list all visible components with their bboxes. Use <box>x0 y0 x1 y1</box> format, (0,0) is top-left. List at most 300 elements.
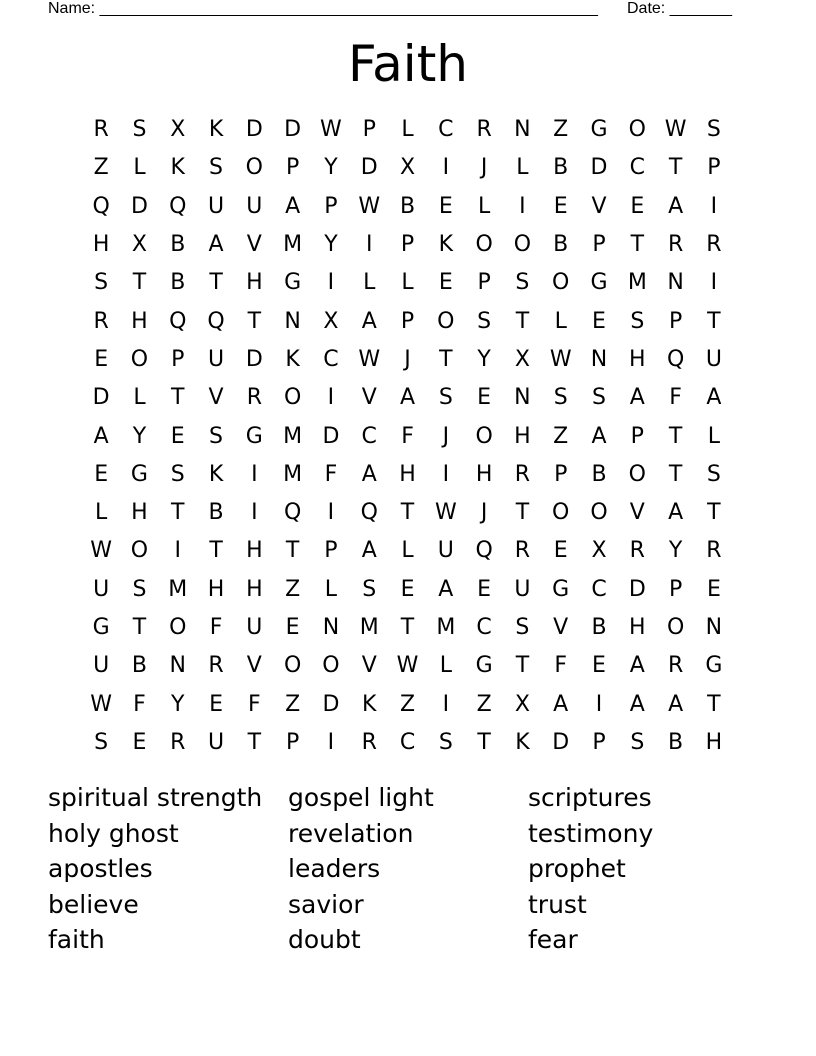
grid-letter: Q <box>169 308 187 334</box>
grid-letter: S <box>630 729 645 755</box>
grid-letter: Q <box>92 193 110 219</box>
grid-letter: W <box>320 117 342 143</box>
grid-letter: S <box>515 615 530 640</box>
grid-letter: G <box>245 423 263 449</box>
grid-letter: A <box>93 423 109 449</box>
grid-letter: W <box>90 538 113 564</box>
grid-letter: I <box>251 461 258 487</box>
word-list-item: trust <box>528 889 587 919</box>
grid-letter: T <box>515 500 530 526</box>
grid-letter: L <box>554 308 567 334</box>
grid-letter: U <box>93 576 110 602</box>
grid-letter: C <box>476 615 492 640</box>
grid-letter: H <box>475 461 493 487</box>
grid-letter: P <box>592 232 606 258</box>
grid-letter: O <box>437 308 455 334</box>
grid-letter: O <box>130 346 149 372</box>
grid-letter: X <box>131 232 147 258</box>
grid-letter: K <box>362 691 377 717</box>
grid-letter: B <box>591 615 607 640</box>
grid-letter: A <box>629 385 645 411</box>
grid-letter: N <box>590 346 608 372</box>
grid-letter: D <box>245 346 263 372</box>
grid-letter: I <box>327 385 335 411</box>
grid-letter: K <box>285 346 300 372</box>
grid-letter: G <box>590 117 608 143</box>
grid-letter: V <box>361 385 377 411</box>
grid-letter: S <box>515 270 530 296</box>
grid-letter: A <box>706 385 722 411</box>
grid-letter: I <box>442 461 450 487</box>
grid-letter: X <box>514 691 530 717</box>
grid-letter: O <box>130 538 149 564</box>
grid-letter: L <box>401 117 414 143</box>
letter-grid <box>82 111 733 762</box>
grid-letter: B <box>170 232 186 258</box>
grid-letter: T <box>668 461 683 487</box>
grid-letter: K <box>208 461 224 487</box>
grid-letter: L <box>477 193 491 219</box>
grid-letter: M <box>168 576 188 602</box>
grid-letter: S <box>477 308 492 334</box>
grid-letter: O <box>628 461 646 487</box>
grid-letter: M <box>283 232 303 258</box>
grid-letter: L <box>516 155 529 181</box>
grid-letter: I <box>327 500 335 526</box>
grid-letter: A <box>591 423 607 449</box>
grid-letter: I <box>710 193 718 219</box>
grid-letter: R <box>629 538 645 564</box>
grid-letter: A <box>208 232 224 258</box>
grid-letter: O <box>513 232 532 258</box>
grid-letter: X <box>323 308 339 334</box>
grid-letter: D <box>130 193 148 219</box>
grid-letter: L <box>95 500 108 526</box>
grid-letter: J <box>480 500 488 526</box>
grid-letter: P <box>324 538 338 564</box>
puzzle-title: Faith <box>348 35 468 93</box>
grid-letter: A <box>285 193 301 219</box>
grid-letter: H <box>246 538 263 564</box>
grid-letter: A <box>668 691 684 717</box>
grid-letter: T <box>171 385 185 411</box>
word-list <box>48 780 768 958</box>
grid-letter: R <box>93 308 109 334</box>
grid-letter: B <box>131 653 147 679</box>
grid-letter: O <box>666 615 685 640</box>
grid-letter: P <box>362 117 376 143</box>
grid-letter: Z <box>285 576 301 602</box>
grid-letter: M <box>359 615 379 640</box>
grid-letter: Q <box>360 500 378 526</box>
grid-letter: Z <box>93 155 109 181</box>
grid-letter: L <box>324 576 338 602</box>
grid-letter: P <box>400 308 415 334</box>
grid-letter: D <box>322 691 340 717</box>
grid-letter: S <box>438 385 453 411</box>
grid-letter: A <box>399 385 416 411</box>
grid-letter: D <box>628 576 646 602</box>
grid-letter: E <box>553 193 568 219</box>
grid-letter: X <box>514 346 530 372</box>
grid-letter: I <box>327 270 335 296</box>
grid-letter: D <box>92 385 110 411</box>
word-list-item: believe <box>48 889 139 919</box>
grid-letter: S <box>209 423 224 449</box>
grid-letter: C <box>323 346 339 372</box>
grid-letter: G <box>475 653 493 679</box>
grid-letter: Y <box>171 691 185 717</box>
grid-letter: S <box>94 270 109 296</box>
grid-letter: S <box>209 155 224 181</box>
grid-letter: X <box>591 538 607 564</box>
grid-letter: T <box>247 308 262 334</box>
grid-letter: F <box>669 385 682 411</box>
grid-letter: G <box>590 270 608 296</box>
grid-letter: T <box>515 653 530 679</box>
grid-letter: K <box>515 729 530 755</box>
grid-letter: Y <box>324 155 338 181</box>
grid-letter: D <box>552 729 570 755</box>
grid-letter: N <box>169 653 186 679</box>
grid-letter: O <box>283 653 302 679</box>
grid-letter: Z <box>399 691 416 717</box>
grid-letter: R <box>246 385 262 411</box>
grid-letter: Y <box>668 538 683 564</box>
grid-letter: R <box>514 461 531 487</box>
grid-letter: R <box>361 729 377 755</box>
grid-letter: H <box>131 500 148 526</box>
grid-letter: F <box>554 653 568 679</box>
grid-letter: S <box>438 729 453 755</box>
grid-letter: U <box>207 346 225 372</box>
grid-letter: K <box>170 155 185 181</box>
grid-letter: Z <box>553 117 569 143</box>
grid-letter: A <box>668 500 684 526</box>
grid-letter: D <box>245 117 263 143</box>
grid-letter: E <box>477 385 492 411</box>
grid-letter: F <box>248 691 261 717</box>
grid-letter: B <box>553 155 569 181</box>
grid-letter: E <box>592 653 606 679</box>
grid-letter: T <box>209 270 223 296</box>
grid-letter: I <box>251 500 258 526</box>
grid-letter: P <box>707 155 721 181</box>
grid-letter: H <box>399 461 416 487</box>
grid-letter: W <box>549 346 572 372</box>
grid-letter: I <box>595 691 603 717</box>
grid-letter: T <box>132 615 147 640</box>
grid-letter: Z <box>553 423 569 449</box>
grid-letter: R <box>208 653 224 679</box>
grid-letter: Q <box>169 193 187 219</box>
word-list-item: faith <box>48 925 105 954</box>
grid-letter: R <box>170 729 186 755</box>
grid-letter: V <box>246 653 262 679</box>
grid-letter: E <box>209 691 223 717</box>
grid-letter: U <box>437 538 454 564</box>
grid-letter: R <box>476 117 492 143</box>
grid-letter: B <box>208 500 224 526</box>
grid-letter: U <box>246 615 263 640</box>
grid-letter: H <box>131 308 148 334</box>
grid-letter: T <box>285 538 300 564</box>
grid-letter: X <box>399 155 416 181</box>
grid-letter: U <box>514 576 531 602</box>
grid-letter: E <box>438 193 453 219</box>
grid-letter: U <box>705 346 722 372</box>
grid-letter: T <box>132 270 147 296</box>
grid-letter: F <box>401 423 414 449</box>
grid-letter: R <box>667 653 684 679</box>
grid-letter: R <box>667 232 684 258</box>
grid-letter: Z <box>476 691 492 717</box>
grid-letter: T <box>668 423 683 449</box>
grid-letter: S <box>132 576 147 602</box>
grid-letter: J <box>480 155 488 181</box>
grid-letter: I <box>327 729 335 755</box>
grid-letter: G <box>130 461 148 487</box>
grid-letter: O <box>283 385 302 411</box>
grid-letter: O <box>245 155 263 181</box>
grid-letter: M <box>627 270 647 296</box>
grid-letter: H <box>629 615 646 640</box>
grid-letter: D <box>284 117 302 143</box>
grid-letter: S <box>553 385 568 411</box>
grid-letter: S <box>362 576 377 602</box>
grid-letter: L <box>401 270 414 296</box>
grid-letter: P <box>668 576 683 602</box>
grid-letter: I <box>710 270 718 296</box>
grid-letter: S <box>94 729 109 755</box>
grid-letter: W <box>664 117 687 143</box>
grid-letter: H <box>92 232 110 258</box>
grid-letter: P <box>630 423 644 449</box>
grid-letter: S <box>706 461 721 487</box>
grid-letter: H <box>246 576 263 602</box>
grid-letter: R <box>706 232 722 258</box>
grid-letter: V <box>208 385 224 411</box>
grid-letter: R <box>514 538 531 564</box>
grid-letter: O <box>475 423 493 449</box>
grid-letter: K <box>438 232 454 258</box>
grid-letter: F <box>133 691 146 717</box>
grid-letter: P <box>554 461 568 487</box>
word-list-item: revelation <box>288 818 414 848</box>
grid-letter: H <box>207 576 225 602</box>
grid-letter: B <box>668 729 684 755</box>
grid-letter: U <box>93 653 110 679</box>
grid-letter: T <box>515 308 530 334</box>
grid-letter: E <box>592 308 606 334</box>
grid-letter: Q <box>207 308 225 334</box>
grid-letter: O <box>169 615 187 640</box>
word-list-item: holy ghost <box>48 818 179 848</box>
grid-letter: P <box>285 729 300 755</box>
grid-letter: P <box>668 308 683 334</box>
grid-letter: V <box>591 193 607 219</box>
grid-letter: N <box>322 615 340 640</box>
word-list-item: doubt <box>288 925 361 954</box>
grid-letter: T <box>171 500 185 526</box>
grid-letter: R <box>93 117 109 143</box>
grid-letter: A <box>361 461 377 487</box>
grid-letter: E <box>285 615 300 640</box>
grid-letter: V <box>246 232 262 258</box>
grid-letter: T <box>668 155 683 181</box>
grid-letter: F <box>209 615 223 640</box>
grid-letter: A <box>668 193 684 219</box>
grid-letter: Y <box>132 423 147 449</box>
grid-letter: E <box>553 538 568 564</box>
grid-letter: D <box>322 423 340 449</box>
grid-letter: X <box>170 117 186 143</box>
word-list-item: testimony <box>528 818 654 848</box>
grid-letter: T <box>209 538 223 564</box>
grid-letter: W <box>358 346 381 372</box>
grid-letter: N <box>705 615 723 640</box>
grid-letter: E <box>94 461 109 487</box>
grid-letter: P <box>324 193 338 219</box>
word-list-item: savior <box>288 889 364 919</box>
word-list-item: fear <box>528 925 578 954</box>
name-field-label: Name: ________________________________________________________ <box>48 0 598 17</box>
grid-letter: A <box>438 576 454 602</box>
grid-letter: T <box>630 232 645 258</box>
grid-letter: M <box>283 461 303 487</box>
grid-letter: O <box>552 270 570 296</box>
grid-letter: Z <box>285 691 301 717</box>
word-list-item: scriptures <box>528 783 652 812</box>
grid-letter: E <box>400 576 415 602</box>
grid-letter: C <box>629 155 645 181</box>
grid-letter: W <box>434 500 457 526</box>
grid-letter: O <box>475 232 493 258</box>
grid-letter: E <box>477 576 492 602</box>
grid-letter: T <box>439 346 453 372</box>
date-field-label: Date: _______ <box>627 0 732 17</box>
grid-letter: F <box>324 461 338 487</box>
grid-letter: U <box>207 729 225 755</box>
grid-letter: P <box>171 346 185 372</box>
grid-letter: T <box>707 308 721 334</box>
grid-letter: Q <box>475 538 493 564</box>
grid-letter: B <box>399 193 416 219</box>
grid-letter: B <box>591 461 607 487</box>
grid-letter: T <box>707 691 721 717</box>
grid-letter: A <box>629 691 645 717</box>
grid-letter: T <box>477 729 491 755</box>
grid-letter: M <box>436 615 456 640</box>
grid-letter: Q <box>283 500 302 526</box>
grid-letter: G <box>705 653 723 679</box>
word-list-item: spiritual strength <box>48 783 263 812</box>
grid-letter: P <box>400 232 415 258</box>
grid-letter: H <box>629 346 646 372</box>
grid-letter: A <box>553 691 569 717</box>
grid-letter: M <box>283 423 303 449</box>
word-list-item: prophet <box>528 854 626 883</box>
grid-letter: E <box>132 729 147 755</box>
grid-letter: G <box>284 270 302 296</box>
grid-letter: E <box>630 193 645 219</box>
grid-letter: I <box>365 232 373 258</box>
grid-letter: E <box>170 423 185 449</box>
grid-letter: D <box>360 155 378 181</box>
grid-letter: H <box>705 729 723 755</box>
grid-letter: T <box>400 615 415 640</box>
grid-letter: S <box>630 308 645 334</box>
grid-letter: W <box>396 653 419 679</box>
grid-letter: E <box>706 576 721 602</box>
grid-letter: I <box>174 538 181 564</box>
grid-letter: J <box>442 423 450 449</box>
grid-letter: L <box>133 385 146 411</box>
grid-letter: N <box>514 117 531 143</box>
grid-letter: I <box>442 691 450 717</box>
grid-letter: P <box>477 270 491 296</box>
word-list-item: gospel light <box>288 783 434 812</box>
grid-letter: A <box>361 538 377 564</box>
grid-letter: G <box>552 576 570 602</box>
grid-letter: J <box>404 346 411 372</box>
grid-letter: I <box>442 155 450 181</box>
grid-letter: W <box>90 691 113 717</box>
grid-letter: S <box>170 461 185 487</box>
grid-letter: N <box>667 270 684 296</box>
grid-letter: C <box>399 729 416 755</box>
grid-letter: B <box>170 270 186 296</box>
grid-letter: Q <box>666 346 685 372</box>
grid-letter: H <box>514 423 531 449</box>
grid-letter: Y <box>477 346 491 372</box>
grid-letter: C <box>361 423 377 449</box>
grid-letter: T <box>707 500 721 526</box>
word-list-item: apostles <box>48 854 153 883</box>
grid-letter: S <box>706 117 721 143</box>
grid-letter: T <box>400 500 415 526</box>
grid-letter: O <box>322 653 340 679</box>
grid-letter: E <box>94 346 109 372</box>
grid-letter: H <box>246 270 263 296</box>
grid-letter: P <box>285 155 300 181</box>
grid-letter: A <box>629 653 645 679</box>
grid-letter: B <box>553 232 569 258</box>
grid-letter: L <box>363 270 376 296</box>
grid-letter: U <box>246 193 263 219</box>
grid-letter: O <box>590 500 608 526</box>
grid-letter: Y <box>324 232 338 258</box>
grid-letter: U <box>207 193 225 219</box>
grid-letter: W <box>358 193 381 219</box>
grid-letter: N <box>284 308 301 334</box>
grid-letter: L <box>401 538 414 564</box>
grid-letter: A <box>361 308 377 334</box>
grid-letter: L <box>707 423 721 449</box>
grid-letter: L <box>133 155 146 181</box>
grid-letter: C <box>438 117 454 143</box>
grid-letter: K <box>208 117 224 143</box>
grid-letter: P <box>592 729 606 755</box>
grid-letter: L <box>439 653 452 679</box>
grid-letter: V <box>553 615 569 640</box>
grid-letter: I <box>519 193 526 219</box>
word-list-item: leaders <box>288 854 381 883</box>
grid-letter: O <box>552 500 570 526</box>
grid-letter: G <box>92 615 110 640</box>
grid-letter: D <box>590 155 608 181</box>
grid-letter: N <box>514 385 531 411</box>
